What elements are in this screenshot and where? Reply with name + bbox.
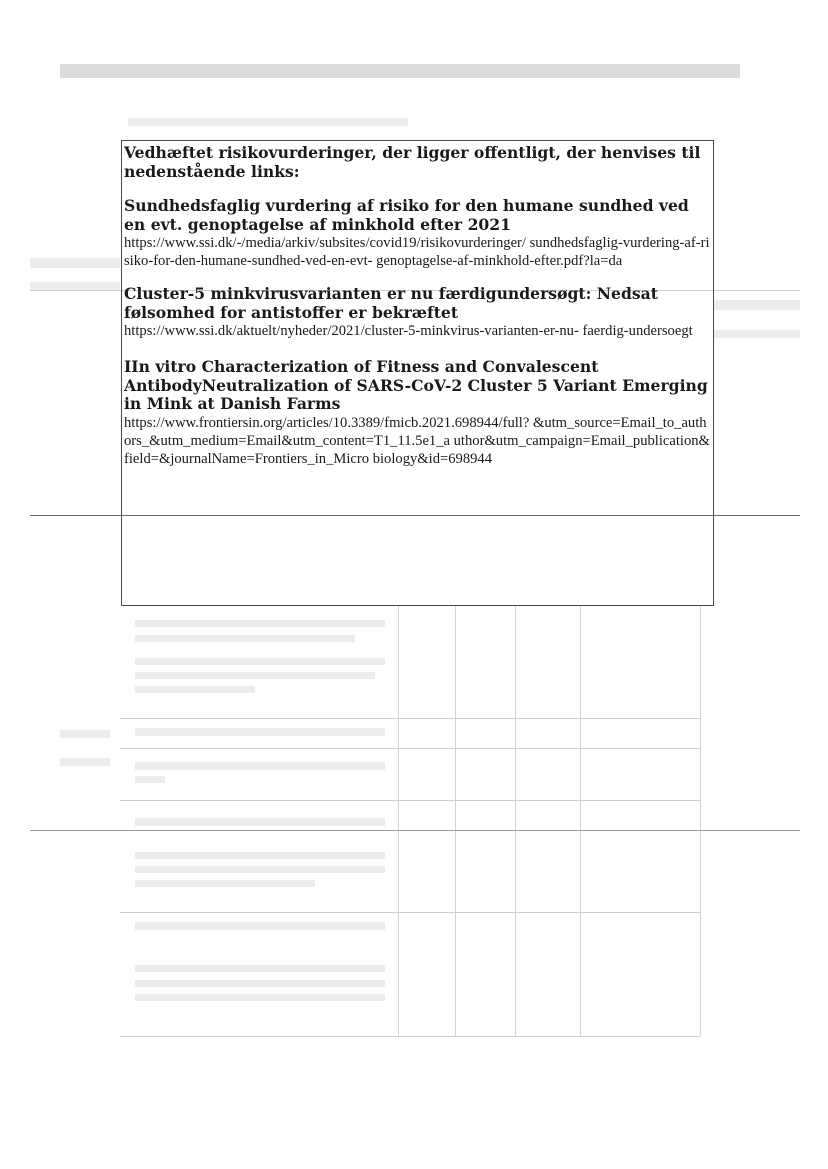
scan-table-col bbox=[455, 606, 456, 1036]
entry-title: IIn vitro Characterization of Fitness and Convalescent AntibodyNeutralization of SARS-CoV-2 Cluster 5 Variant Emerging in Mink at Danish Farms bbox=[124, 357, 708, 413]
scan-table-col bbox=[700, 606, 701, 1036]
scan-line bbox=[30, 282, 120, 290]
scan-cell-text bbox=[135, 776, 165, 783]
scan-cell-text bbox=[135, 866, 385, 873]
scan-header-bar bbox=[60, 64, 740, 78]
reference-entry bbox=[124, 197, 713, 270]
scan-cell-text bbox=[135, 762, 385, 770]
reference-box bbox=[121, 140, 714, 606]
entry-link[interactable]: https://www.ssi.dk/-/media/arkiv/subsites/covid19/risikovurderinger/ sundhedsfaglig-vurdering-af-risiko-for-den-humane-sundhed-ved-en-evt- genoptagelse-af-minkhold-efter.pdf?la=da bbox=[124, 235, 710, 269]
entry-title: Sundhedsfaglig vurdering af risiko for den humane sundhed ved en evt. genoptagelse af minkhold efter 2021 bbox=[124, 196, 689, 234]
scan-cell-text bbox=[135, 672, 375, 679]
scan-table-col bbox=[398, 606, 399, 1036]
scan-table-col bbox=[580, 606, 581, 1036]
scan-cell-text bbox=[135, 852, 385, 859]
scan-row-rule bbox=[120, 748, 700, 749]
scan-cell-text bbox=[60, 758, 110, 766]
scan-cell-text bbox=[135, 880, 315, 887]
entry-title: Cluster-5 minkvirusvarianten er nu færdigundersøgt: Nedsat følsomhed for antistoffer er bekræftet bbox=[124, 284, 658, 322]
scan-cell-text bbox=[60, 730, 110, 738]
scan-line bbox=[128, 118, 408, 126]
scan-row-rule bbox=[120, 1036, 700, 1037]
entry-link[interactable]: https://www.ssi.dk/aktuelt/nyheder/2021/cluster-5-minkvirus-varianten-er-nu- faerdig-undersoegt bbox=[124, 323, 693, 339]
scan-cell-text bbox=[135, 980, 385, 987]
scan-cell-text bbox=[135, 686, 255, 693]
scan-rule-dark bbox=[30, 830, 800, 831]
scan-cell-text bbox=[135, 658, 385, 665]
scan-cell-text bbox=[135, 922, 385, 930]
scan-cell-text bbox=[135, 994, 385, 1001]
box-heading: Vedhæftet risikovurderinger, der ligger offentligt, der henvises til nedenstående links: bbox=[124, 143, 701, 181]
scan-line bbox=[714, 300, 800, 310]
entry-link[interactable]: https://www.frontiersin.org/articles/10.3389/fmicb.2021.698944/full? &utm_source=Email_to_authors_&utm_medium=Email&utm_content=T1_11.5e1_a uthor&utm_campaign=Email_publication&field=&journalName=Frontiers_in_Micro biology&id=698944 bbox=[124, 414, 710, 467]
scan-cell-text bbox=[135, 728, 385, 736]
scan-row-rule bbox=[120, 718, 700, 719]
scan-cell-text bbox=[135, 965, 385, 972]
reference-entry bbox=[124, 358, 713, 468]
scan-table-col bbox=[515, 606, 516, 1036]
reference-entry bbox=[124, 285, 713, 340]
scan-row-rule bbox=[120, 800, 700, 801]
scan-line bbox=[30, 258, 120, 268]
scan-row-rule bbox=[120, 912, 700, 913]
scan-cell-text bbox=[135, 635, 355, 642]
scan-cell-text bbox=[135, 620, 385, 627]
scan-line bbox=[714, 330, 800, 338]
scan-cell-text bbox=[135, 818, 385, 826]
